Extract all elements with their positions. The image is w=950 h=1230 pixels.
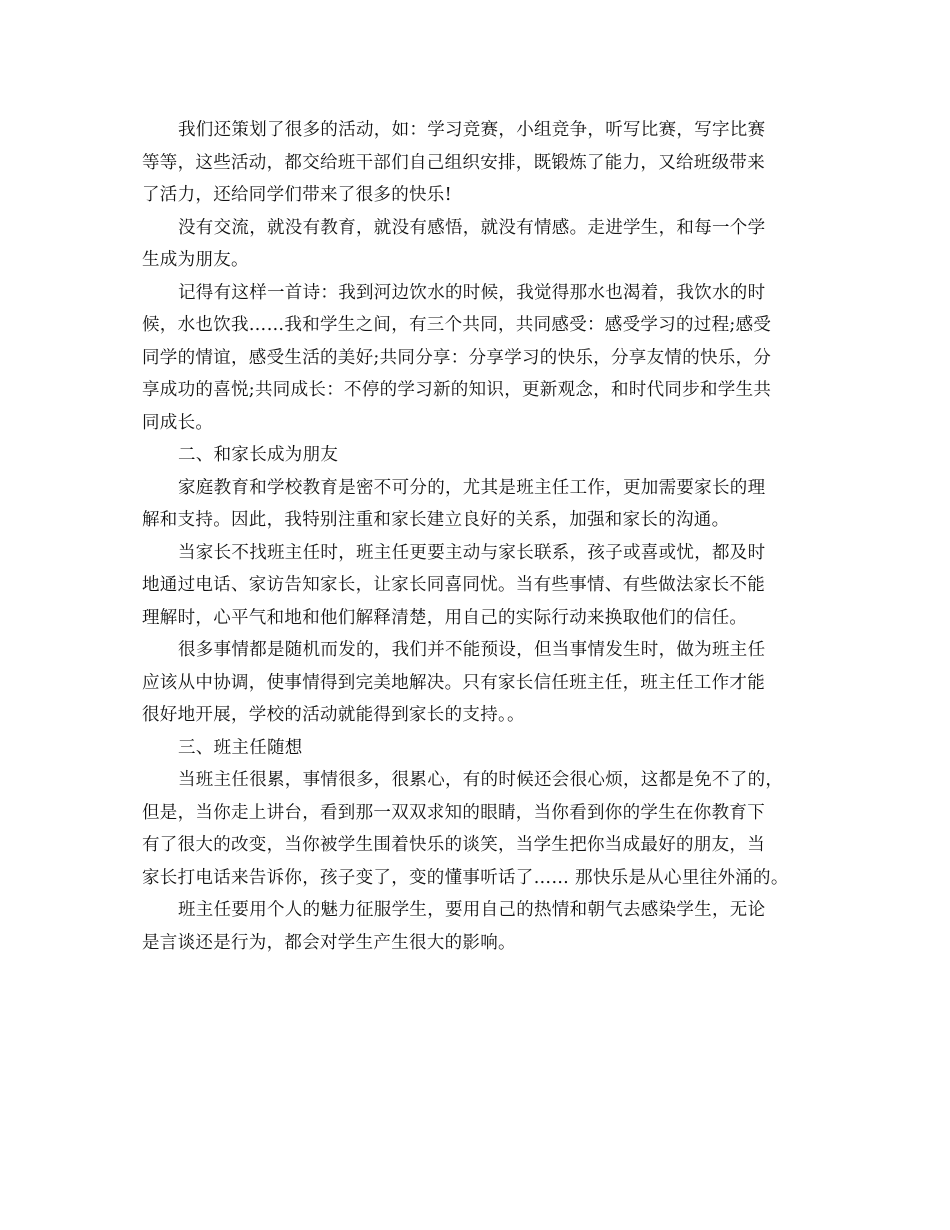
text-line: 生成为朋友。 [142,250,249,270]
paragraph-poem [142,277,812,440]
text-line: 我们还策划了很多的活动，如：学习竞赛，小组竞争，听写比赛，写字比赛 [178,120,766,140]
text-line: 很多事情都是随机而发的，我们并不能预设，但当事情发生时，做为班主任 [178,640,766,660]
text-line: 同成长。 [142,412,214,433]
paragraph-tired-happy [142,764,812,894]
text-line: 很好地开展，学校的活动就能得到家长的支持。。 [142,705,525,725]
section-heading-thoughts [142,732,812,765]
text-line: 记得有这样一首诗：我到河边饮水的时候，我觉得那水也渴着，我饮水的时 [178,282,766,303]
text-line: 了活力，还给同学们带来了很多的快乐! [142,185,452,205]
text-line: 是言谈还是行为，都会对学生产生很大的影响。 [142,932,516,953]
text-line: 家庭教育和学校教育是密不可分的，尤其是班主任工作，更加需要家长的理 [178,477,766,498]
text-line: 理解时，心平气和地和他们解释清楚，用自己的实际行动来换取他们的信任。 [142,607,748,628]
text-line: 家长打电话来告诉你，孩子变了，变的懂事听话了…… 那快乐是从心里往外涌的。 [142,867,789,888]
paragraph-charisma [142,894,812,959]
section-heading: 二、和家长成为朋友 [178,445,339,465]
paragraph-communication [142,212,812,277]
text-line: 有了很大的改变，当你被学生围着快乐的谈笑，当学生把你当成最好的朋友，当 [142,835,765,855]
section-heading: 三、班主任随想 [178,737,303,758]
text-line: 等等，这些活动，都交给班干部们自己组织安排，既锻炼了能力，又给班级带来 [142,152,765,173]
paragraph-activities [142,114,812,212]
paragraph-random-events [142,634,812,732]
section-heading-parents [142,439,812,472]
document-body [142,114,812,959]
text-line: 班主任要用个人的魅力征服学生，要用自己的热情和朝气去感染学生，无论 [178,900,766,920]
text-line: 应该从中协调，使事情得到完美地解决。只有家长信任班主任，班主任工作才能 [142,672,765,693]
text-line: 当班主任很累，事情很多，很累心，有的时候还会很心烦，这都是免不了的， [178,770,784,790]
text-line: 当家长不找班主任时，班主任更要主动与家长联系，孩子或喜或忧，都及时 [178,542,766,563]
text-line: 但是，当你走上讲台，看到那一双双求知的眼睛，当你看到你的学生在你教育下 [142,802,765,823]
text-line: 候，水也饮我……我和学生之间，有三个共同，共同感受：感受学习的过程;感受 [142,315,772,335]
text-line: 解和支持。因此，我特别注重和家长建立良好的关系，加强和家长的沟通。 [142,510,730,530]
text-line: 没有交流，就没有教育，就没有感悟，就没有情感。走进学生，和每一个学 [178,217,766,238]
paragraph-contact-parents [142,537,812,635]
paragraph-family-education [142,472,812,537]
text-line: 享成功的喜悦;共同成长：不停的学习新的知识，更新观念，和时代同步和学生共 [142,380,772,400]
text-line: 同学的情谊，感受生活的美好;共同分享：分享学习的快乐，分享友情的快乐，分 [142,347,772,368]
text-line: 地通过电话、家访告知家长，让家长同喜同忧。当有些事情、有些做法家长不能 [142,575,765,595]
